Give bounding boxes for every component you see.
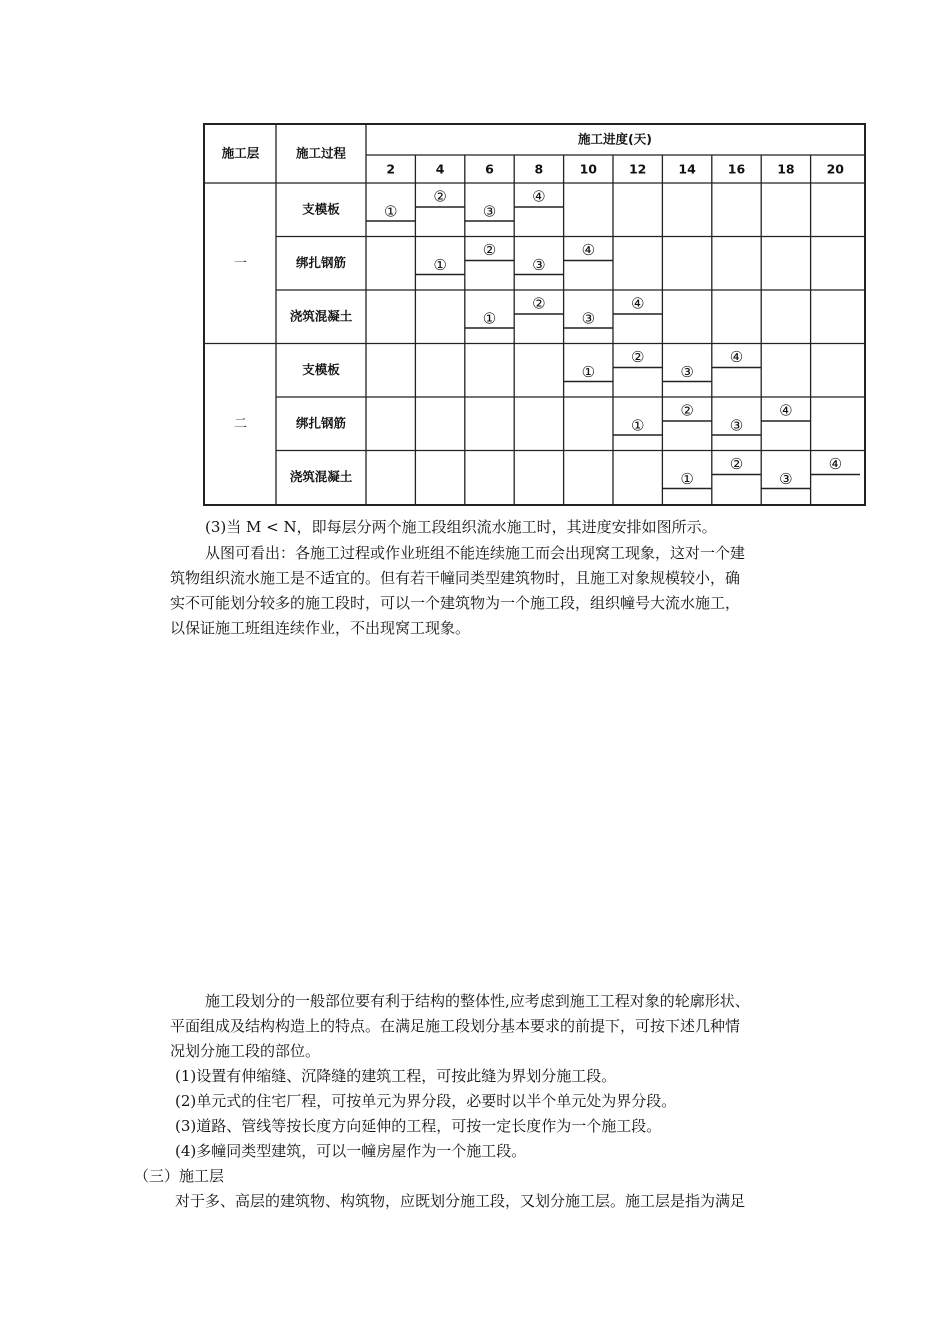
process-label: 浇筑混凝土 bbox=[289, 308, 353, 324]
day-tick-label: 2 bbox=[386, 161, 396, 177]
segment-mark: ④ bbox=[532, 187, 546, 206]
segment-mark: ③ bbox=[729, 416, 744, 435]
day-tick-label: 10 bbox=[579, 161, 598, 177]
segment-mark: ① bbox=[433, 256, 447, 274]
paragraph1-line4: 以保证施工班组连续作业，不出现窝工现象。 bbox=[170, 619, 471, 637]
segment-mark: ② bbox=[630, 348, 645, 366]
segment-mark: ① bbox=[680, 470, 694, 488]
process-column-header: 施工过程 bbox=[295, 145, 347, 161]
day-tick-label: 4 bbox=[435, 161, 445, 177]
segment-mark: ④ bbox=[630, 294, 645, 313]
schedule-grid bbox=[205, 125, 864, 504]
day-tick-label: 12 bbox=[628, 161, 647, 177]
segment-mark: ③ bbox=[779, 470, 793, 488]
construction-schedule-figure bbox=[203, 123, 866, 506]
layer-label: 一 bbox=[233, 255, 248, 271]
paragraph2-line2: 平面组成及结构构造上的特点。在满足施工段划分基本要求的前提下，可按下述几种情 bbox=[170, 1017, 741, 1035]
paragraph1-line3: 实不可能划分较多的施工段时，可以一个建筑物为一个施工段，组织幢号大流水施工， bbox=[170, 594, 741, 612]
list-item-2: (2)单元式的住宅厂程，可按单元为界分段，必要时以半个单元处为界分段。 bbox=[175, 1092, 677, 1110]
segment-mark: ① bbox=[630, 416, 645, 435]
paragraph2-line3: 况划分施工段的部位。 bbox=[170, 1042, 321, 1060]
layer-label: 二 bbox=[233, 416, 248, 432]
paragraph2-line1: 施工段划分的一般部位要有利于结构的整体性,应考虑到施工工程对象的轮廓形状、 bbox=[205, 992, 750, 1010]
day-tick-label: 6 bbox=[485, 161, 494, 177]
day-tick-label: 16 bbox=[727, 161, 746, 177]
list-item-3: (3)道路、管线等按长度方向延伸的工程，可按一定长度作为一个施工段。 bbox=[175, 1117, 662, 1135]
process-label: 绑扎钢筋 bbox=[295, 415, 347, 431]
day-tick-label: 20 bbox=[826, 161, 845, 177]
segment-mark: ① bbox=[482, 309, 497, 328]
day-tick-label: 18 bbox=[777, 161, 795, 177]
segment-mark: ③ bbox=[482, 202, 497, 221]
paragraph1-line1: 从图可看出：各施工过程或作业班组不能连续施工而会出现窝工现象，这对一个建 bbox=[205, 544, 746, 562]
paragraph3-line1: 对于多、高层的建筑物、构筑物，应既划分施工段，又划分施工层。施工层是指为满足 bbox=[175, 1192, 746, 1210]
segment-mark: ① bbox=[383, 202, 398, 221]
list-item-4: (4)多幢同类型建筑，可以一幢房屋作为一个施工段。 bbox=[175, 1142, 527, 1160]
day-tick-label: 8 bbox=[534, 161, 544, 177]
process-label: 浇筑混凝土 bbox=[289, 468, 353, 484]
segment-mark: ④ bbox=[729, 348, 744, 366]
process-label: 支模板 bbox=[302, 201, 340, 217]
case3-text: (3)当 M < N，即每层分两个施工段组织流水施工时，其进度安排如图所示。 bbox=[205, 518, 717, 536]
segment-mark: ③ bbox=[680, 363, 694, 381]
process-label: 支模板 bbox=[302, 361, 340, 377]
day-tick-label: 14 bbox=[678, 161, 696, 177]
section-heading-3: （三）施工层 bbox=[134, 1167, 225, 1185]
segment-mark: ② bbox=[482, 241, 497, 259]
segment-mark: ④ bbox=[828, 455, 843, 473]
list-item-1: (1)设置有伸缩缝、沉降缝的建筑工程，可按此缝为界划分施工段。 bbox=[175, 1067, 617, 1085]
segment-mark: ③ bbox=[532, 256, 546, 274]
segment-mark: ① bbox=[581, 363, 596, 381]
paragraph1-line2: 筑物组织流水施工是不适宜的。但有若干幢同类型建筑物时，且施工对象规模较小，确 bbox=[170, 569, 741, 587]
segment-mark: ② bbox=[680, 401, 694, 420]
layer-column-header: 施工层 bbox=[221, 145, 260, 161]
segment-mark: ② bbox=[729, 455, 744, 473]
process-label: 绑扎钢筋 bbox=[295, 254, 347, 270]
segment-mark: ② bbox=[433, 187, 447, 206]
segment-mark: ② bbox=[532, 294, 546, 313]
progress-header: 施工进度(天) bbox=[578, 131, 652, 147]
segment-mark: ④ bbox=[779, 401, 793, 420]
segment-mark: ④ bbox=[581, 241, 596, 259]
segment-mark: ③ bbox=[581, 309, 596, 328]
